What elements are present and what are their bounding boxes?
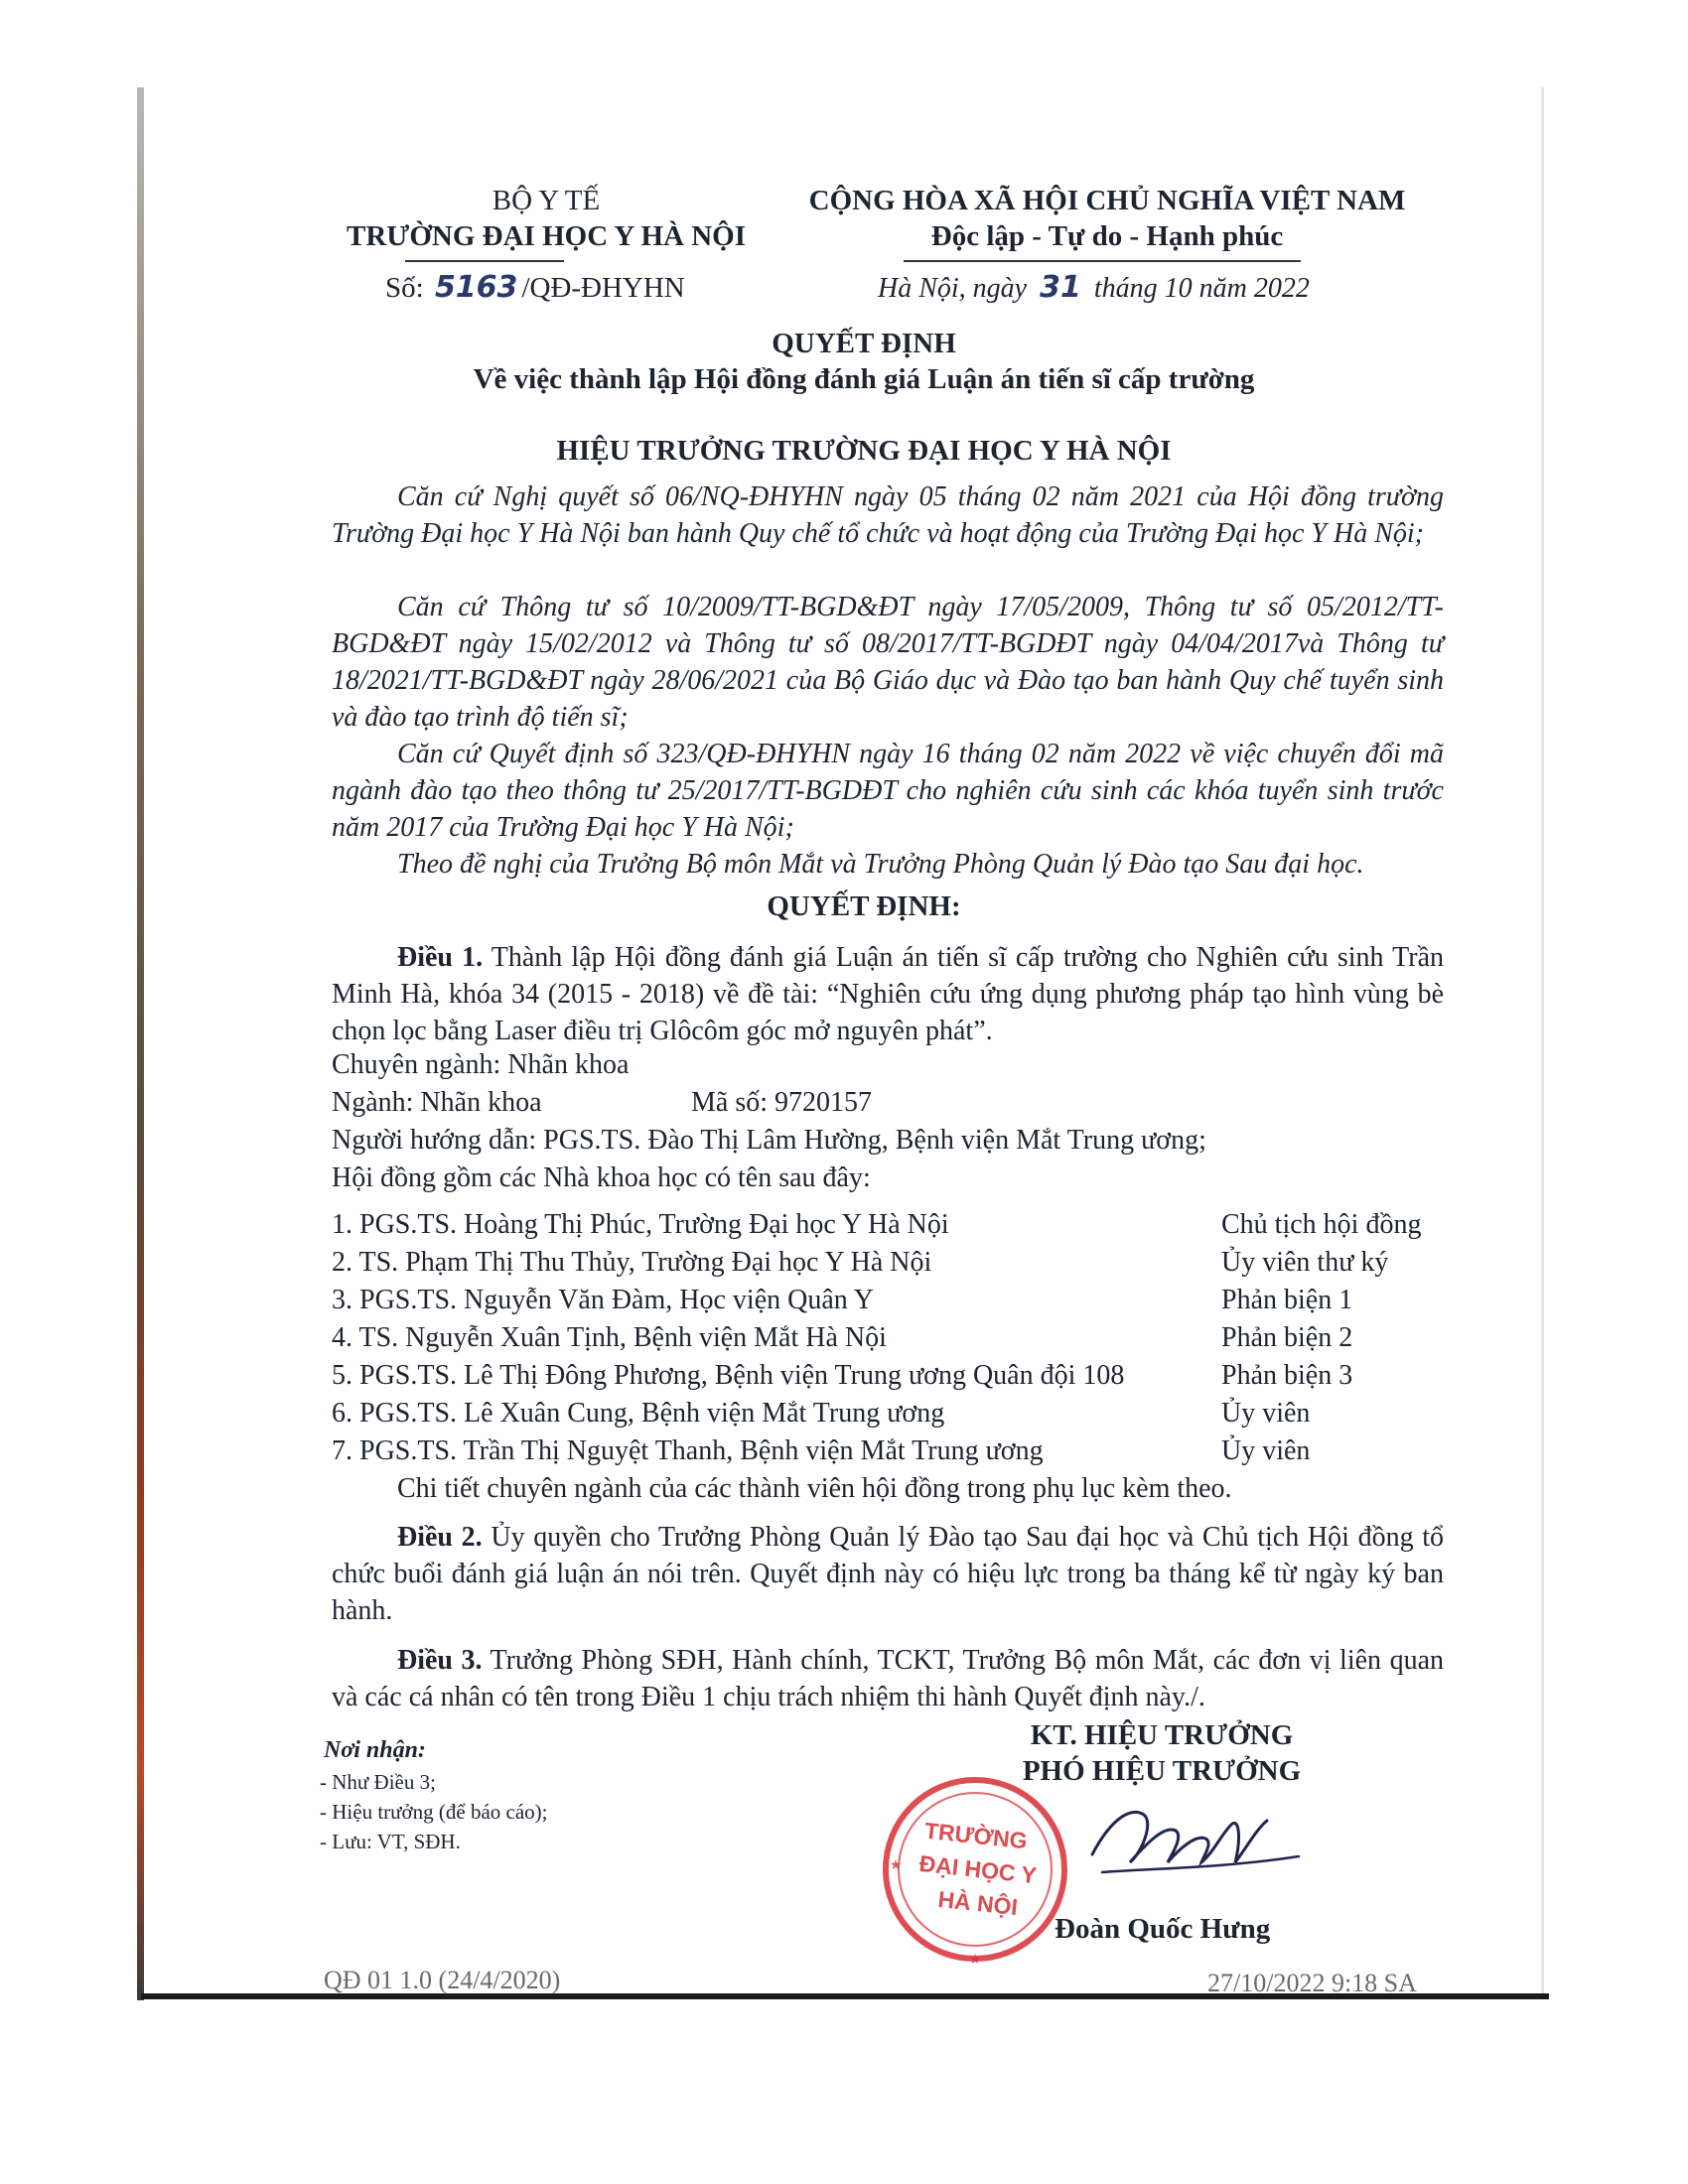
svg-text:★: ★ xyxy=(968,1953,982,1968)
member-name: 6. PGS.TS. Lê Xuân Cung, Bệnh viện Mắt Trung ương xyxy=(332,1398,945,1429)
member-name: 7. PGS.TS. Trần Thị Nguyệt Thanh, Bệnh viện Mắt Trung ương xyxy=(332,1435,1044,1466)
header-left-underline xyxy=(405,260,564,262)
article-2-text: Ủy quyền cho Trưởng Phòng Quản lý Đào tạo Sau đại học và Chủ tịch Hội đồng tổ chức buổi đánh giá luận án nói trên. Quyết định này có hiệu lực trong ba tháng kể từ ngày ký ban hành. xyxy=(332,1522,1445,1626)
scan-right-edge xyxy=(1541,87,1544,1998)
date-prefix: Hà Nội, ngày xyxy=(878,273,1028,304)
university-name: TRƯỜNG ĐẠI HỌC Y HÀ NỘI xyxy=(347,220,746,252)
field-code: Mã số: 9720157 xyxy=(691,1087,872,1118)
recipients-title: Nơi nhận: xyxy=(324,1737,426,1763)
specialty: Chuyên ngành: Nhãn khoa xyxy=(332,1049,630,1080)
supervisor: Người hướng dẫn: PGS.TS. Đào Thị Lâm Hường, Bệnh viện Mắt Trung ương; xyxy=(332,1125,1206,1156)
article-2 xyxy=(332,1519,1444,1629)
number-prefix: Số: xyxy=(385,272,424,304)
number-suffix: /QĐ-ĐHYHN xyxy=(521,272,685,304)
council-member xyxy=(332,1435,1444,1473)
member-name: 2. TS. Phạm Thị Thu Thủy, Trường Đại học Y Hà Nội xyxy=(332,1247,932,1278)
article-1 xyxy=(332,939,1444,1049)
issue-date xyxy=(878,270,1310,305)
member-role: Chủ tịch hội đồng xyxy=(1221,1209,1422,1240)
article-3-label: Điều 3. xyxy=(397,1645,483,1676)
decision-subject: Về việc thành lập Hội đồng đánh giá Luận án tiến sĩ cấp trường xyxy=(473,363,1255,395)
recipient-item: - Lưu: VT, SĐH. xyxy=(320,1830,461,1853)
member-role: Phản biện 2 xyxy=(1221,1322,1353,1353)
member-name: 4. TS. Nguyễn Xuân Tịnh, Bệnh viện Mắt Hà Nội xyxy=(332,1322,887,1353)
signature-on-behalf: KT. HIỆU TRƯỞNG xyxy=(1030,1719,1294,1751)
member-role: Ủy viên thư ký xyxy=(1221,1247,1389,1278)
article-2-label: Điều 2. xyxy=(397,1522,483,1553)
signer-name: Đoàn Quốc Hưng xyxy=(1055,1913,1271,1945)
council-member xyxy=(332,1247,1444,1285)
svg-text:★: ★ xyxy=(889,1858,903,1873)
member-role: Ủy viên xyxy=(1221,1435,1311,1466)
decides-heading: QUYẾT ĐỊNH: xyxy=(767,890,961,922)
council-member xyxy=(332,1285,1444,1322)
council-member xyxy=(332,1322,1444,1360)
header-right-underline xyxy=(904,260,1301,262)
member-role: Ủy viên xyxy=(1221,1398,1311,1429)
appendix-note: Chi tiết chuyên ngành của các thành viên hội đồng trong phụ lục kèm theo. xyxy=(397,1473,1232,1504)
article-1-label: Điều 1. xyxy=(397,942,484,973)
article-1-text: Thành lập Hội đồng đánh giá Luận án tiến sĩ cấp trường cho Nghiên cứu sinh Trần Minh Hà, khóa 34 (2015 - 2018) về đề tài: “Nghiên cứu ứng dụng phương pháp tạo hình vùng bè chọn lọc bằng Laser điều trị Glôcôm góc mở nguyên phát”. xyxy=(332,942,1445,1046)
ground-resolution: Căn cứ Nghị quyết số 06/NQ-ĐHYHN ngày 05 tháng 02 năm 2021 của Hội đồng trường Trường Đại học Y Hà Nội ban hành Quy chế tổ chức và hoạt động của Trường Đại học Y Hà Nội; xyxy=(332,481,1444,549)
issuing-authority: HIỆU TRƯỞNG TRƯỜNG ĐẠI HỌC Y HÀ NỘI xyxy=(556,435,1172,467)
article-3-text: Trưởng Phòng SĐH, Hành chính, TCKT, Trưởng Bộ môn Mắt, các đơn vị liên quan và các cá nhân có tên trong Điều 1 chịu trách nhiệm thi hành Quyết định này./. xyxy=(332,1645,1444,1712)
member-name: 1. PGS.TS. Hoàng Thị Phúc, Trường Đại học Y Hà Nội xyxy=(332,1209,949,1240)
recipient-item: - Như Điều 3; xyxy=(320,1770,436,1794)
svg-text:TRƯỜNG: TRƯỜNG xyxy=(922,1817,1029,1854)
council-member xyxy=(332,1360,1444,1398)
svg-text:ĐẠI HỌC Y: ĐẠI HỌC Y xyxy=(917,1849,1039,1889)
handwritten-signature xyxy=(1072,1777,1311,1896)
national-motto: Độc lập - Tự do - Hạnh phúc xyxy=(930,220,1284,252)
date-day-handwritten: 31 xyxy=(1040,270,1081,305)
article-3 xyxy=(332,1642,1444,1715)
council-member xyxy=(332,1209,1444,1247)
scan-left-edge xyxy=(137,87,144,2000)
council-member xyxy=(332,1398,1444,1435)
member-role: Phản biện 1 xyxy=(1221,1285,1353,1315)
member-name: 3. PGS.TS. Nguyễn Văn Đàm, Học viện Quân Y xyxy=(332,1285,874,1315)
signature-position: PHÓ HIỆU TRƯỞNG xyxy=(1022,1755,1302,1787)
svg-text:HÀ NỘI: HÀ NỘI xyxy=(936,1885,1020,1921)
ground-decision-323: Căn cứ Quyết định số 323/QĐ-ĐHYHN ngày 16 tháng 02 năm 2022 về việc chuyển đổi mã ngành đào tạo theo thông tư 25/2017/TT-BGDĐT cho nghiên cứu sinh các khóa tuyển sinh trước năm 2017 của Trường Đại học Y Hà Nội; xyxy=(332,739,1444,843)
date-suffix: tháng 10 năm 2022 xyxy=(1093,273,1310,304)
number-handwritten: 5163 xyxy=(434,270,518,305)
ground-proposal: Theo đề nghị của Trưởng Bộ môn Mắt và Trưởng Phòng Quản lý Đào tạo Sau đại học. xyxy=(397,849,1364,880)
document-number xyxy=(385,270,685,305)
field: Ngành: Nhãn khoa xyxy=(332,1087,542,1118)
ministry-name: BỘ Y TẾ xyxy=(492,185,601,216)
decision-title: QUYẾT ĐỊNH xyxy=(772,328,956,359)
council-intro: Hội đồng gồm các Nhà khoa học có tên sau đây: xyxy=(332,1162,871,1193)
print-timestamp: 27/10/2022 9:18 SA xyxy=(1207,1969,1417,1997)
recipient-item: - Hiệu trưởng (để báo cáo); xyxy=(320,1800,548,1824)
ground-circulars: Căn cứ Thông tư số 10/2009/TT-BGD&ĐT ngày 17/05/2009, Thông tư số 05/2012/TT-BGD&ĐT ngày 15/02/2012 và Thông tư số 08/2017/TT-BGDĐT ngày 04/04/2017và Thông tư 18/2021/TT-BGD&ĐT ngày 28/06/2021 của Bộ Giáo dục và Đào tạo ban hành Quy chế tuyển sinh và đào tạo trình độ tiến sĩ; xyxy=(332,592,1444,733)
member-name: 5. PGS.TS. Lê Thị Đông Phương, Bệnh viện Trung ương Quân đội 108 xyxy=(332,1360,1125,1391)
country-name: CỘNG HÒA XÃ HỘI CHỦ NGHĨA VIỆT NAM xyxy=(808,185,1406,216)
form-code: QĐ 01 1.0 (24/4/2020) xyxy=(324,1966,561,1994)
university-seal-stamp xyxy=(874,1762,1082,1976)
member-role: Phản biện 3 xyxy=(1221,1360,1353,1391)
